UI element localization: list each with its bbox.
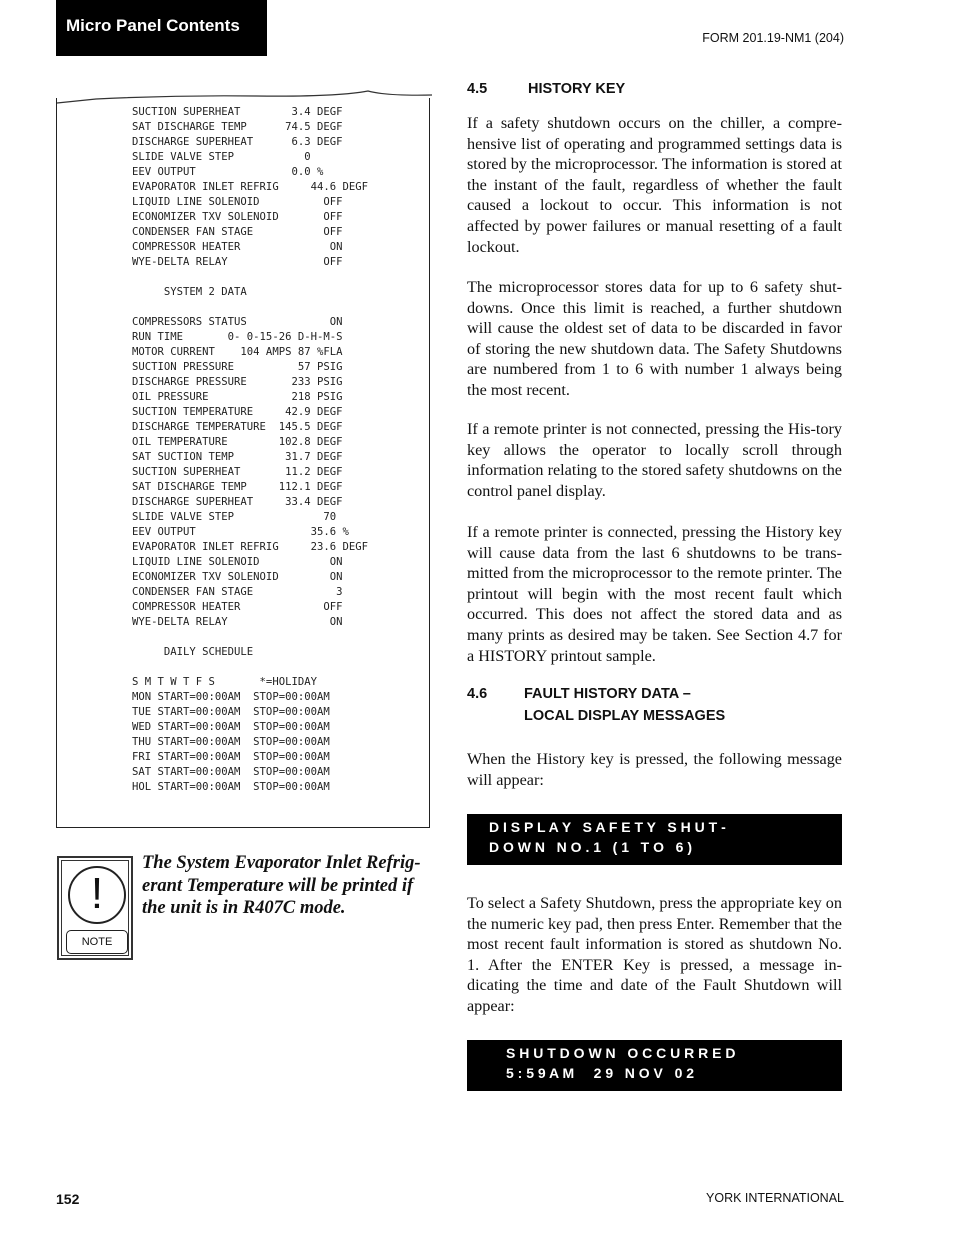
printout-line: SUCTION TEMPERATURE 42.9 DEGF [132,406,343,418]
printout-line: HOL START=00:00AM STOP=00:00AM [132,781,330,793]
paragraph: When the History key is pressed, the following message will appear: [467,750,842,789]
printout-line: LIQUID LINE SOLENOID OFF [132,196,343,208]
section-title-history-key: HISTORY KEY [528,81,626,97]
printout-line: ECONOMIZER TXV SOLENOID OFF [132,211,343,223]
note-label: NOTE [66,930,128,954]
printout-line: COMPRESSOR HEATER OFF [132,601,343,613]
printout-box [56,98,430,828]
printout-line: TUE START=00:00AM STOP=00:00AM [132,706,330,718]
printout-line: SAT DISCHARGE TEMP 74.5 DEGF [132,121,343,133]
paragraph: If a safety shutdown occurs on the chiller, a compre-hensive list of operating and programmed settings data is stored by the microprocessor. The information is stored at the instant of the fault, regardless of whether the fault caused a lockout to occur. This information is not affected by power failures or manual resetting of a fault lockout. [467,114,842,256]
printout-line: FRI START=00:00AM STOP=00:00AM [132,751,330,763]
section-number-4-6: 4.6 [467,686,488,702]
torn-paper-edge [56,90,432,104]
printout-line: RUN TIME 0- 0-15-26 D-H-M-S [132,331,343,343]
printout-line: EVAPORATOR INLET REFRIG 44.6 DEGF [132,181,368,193]
printout-line: DISCHARGE TEMPERATURE 145.5 DEGF [132,421,343,433]
printout-line: SLIDE VALVE STEP 0 [132,151,311,163]
paragraph: To select a Safety Shutdown, press the appropriate key on the numeric key pad, then press Enter. Remember that the most recent fault information is stored as shutdown No. 1. After the ENTER Key is pressed, a message in-dicating the time and date of the Fault Shutdown will appear: [467,894,842,1015]
printout-line: OIL TEMPERATURE 102.8 DEGF [132,436,343,448]
printout-line: COMPRESSORS STATUS ON [132,316,343,328]
note-text: The System Evaporator Inlet Refrig-erant Temperature will be printed if the unit is in R407C mode. [142,853,421,918]
display-message-box [467,814,842,865]
display-line: D O W N N O . 1 ( 1 T O 6 ) [489,839,693,855]
printout-line: EVAPORATOR INLET REFRIG 23.6 DEGF [132,541,368,553]
paragraph: If a remote printer is not connected, pressing the His-tory key allows the operator to locally scroll through information relating to the stored safety shutdowns on the control panel display. [467,420,842,500]
printout-line: SAT DISCHARGE TEMP 112.1 DEGF [132,481,343,493]
display-line: D I S P L A Y S A F E T Y S H U T - [489,819,726,835]
printout-line: DISCHARGE SUPERHEAT 33.4 DEGF [132,496,343,508]
printout-line: EEV OUTPUT 0.0 % [132,166,324,178]
footer-company: YORK INTERNATIONAL [706,1191,844,1205]
printout-line: EEV OUTPUT 35.6 % [132,526,349,538]
section-title-line1: FAULT HISTORY DATA – [524,686,691,702]
section-title-line2: LOCAL DISPLAY MESSAGES [524,708,726,724]
printout-line: MOTOR CURRENT 104 AMPS 87 %FLA [132,346,343,358]
printout-line: THU START=00:00AM STOP=00:00AM [132,736,330,748]
note-icon [57,856,133,960]
section-tab: Micro Panel Contents [56,0,267,56]
display-line: 5 : 5 9 A M 2 9 N O V 0 2 [506,1065,695,1081]
printout-line: DISCHARGE SUPERHEAT 6.3 DEGF [132,136,343,148]
printout-line: SLIDE VALVE STEP 70 [132,511,337,523]
printout-line: SUCTION SUPERHEAT 11.2 DEGF [132,466,343,478]
printout-line: COMPRESSOR HEATER ON [132,241,343,253]
printout-line: CONDENSER FAN STAGE 3 [132,586,343,598]
printout-line: ECONOMIZER TXV SOLENOID ON [132,571,343,583]
paragraph: If a remote printer is connected, pressing the History key will cause data from the last 6 shutdowns to be trans-mitted from the microprocessor to the remote printer. The printout will begin with the most recent fault which occurred. This does not affect the stored data and as many prints as desired may be taken. See Section 4.7 for a HISTORY printout sample. [467,523,842,665]
printout-line: WYE-DELTA RELAY ON [132,616,343,628]
printout-line: CONDENSER FAN STAGE OFF [132,226,343,238]
printout-line: WED START=00:00AM STOP=00:00AM [132,721,330,733]
display-line: S H U T D O W N O C C U R R E D [506,1045,736,1061]
printout-line: SAT SUCTION TEMP 31.7 DEGF [132,451,343,463]
printout-line: SUCTION SUPERHEAT 3.4 DEGF [132,106,343,118]
printout-line: S M T W T F S *=HOLIDAY [132,676,317,688]
printout-line: SAT START=00:00AM STOP=00:00AM [132,766,330,778]
printout-line: SUCTION PRESSURE 57 PSIG [132,361,343,373]
exclamation-icon: ! [68,866,126,924]
printout-line: MON START=00:00AM STOP=00:00AM [132,691,330,703]
printout-line: LIQUID LINE SOLENOID ON [132,556,343,568]
paragraph: The microprocessor stores data for up to 6 safety shut-downs. Once this limit is reached, a further shutdown will cause the oldest set of data to be discarded in favor of storing the new shutdown data. The Safety Shutdowns are numbered from 1 to 6 with number 1 always being the most recent. [467,278,842,399]
printout-line: WYE-DELTA RELAY OFF [132,256,343,268]
printout-line: DAILY SCHEDULE [132,646,254,658]
printout-line: OIL PRESSURE 218 PSIG [132,391,343,403]
section-number-4-5: 4.5 [467,81,488,97]
printout-line: SYSTEM 2 DATA [132,286,247,298]
form-number: FORM 201.19-NM1 (204) [702,31,844,45]
page-number: 152 [56,1191,80,1207]
display-message-box [467,1040,842,1091]
printout-line: DISCHARGE PRESSURE 233 PSIG [132,376,343,388]
